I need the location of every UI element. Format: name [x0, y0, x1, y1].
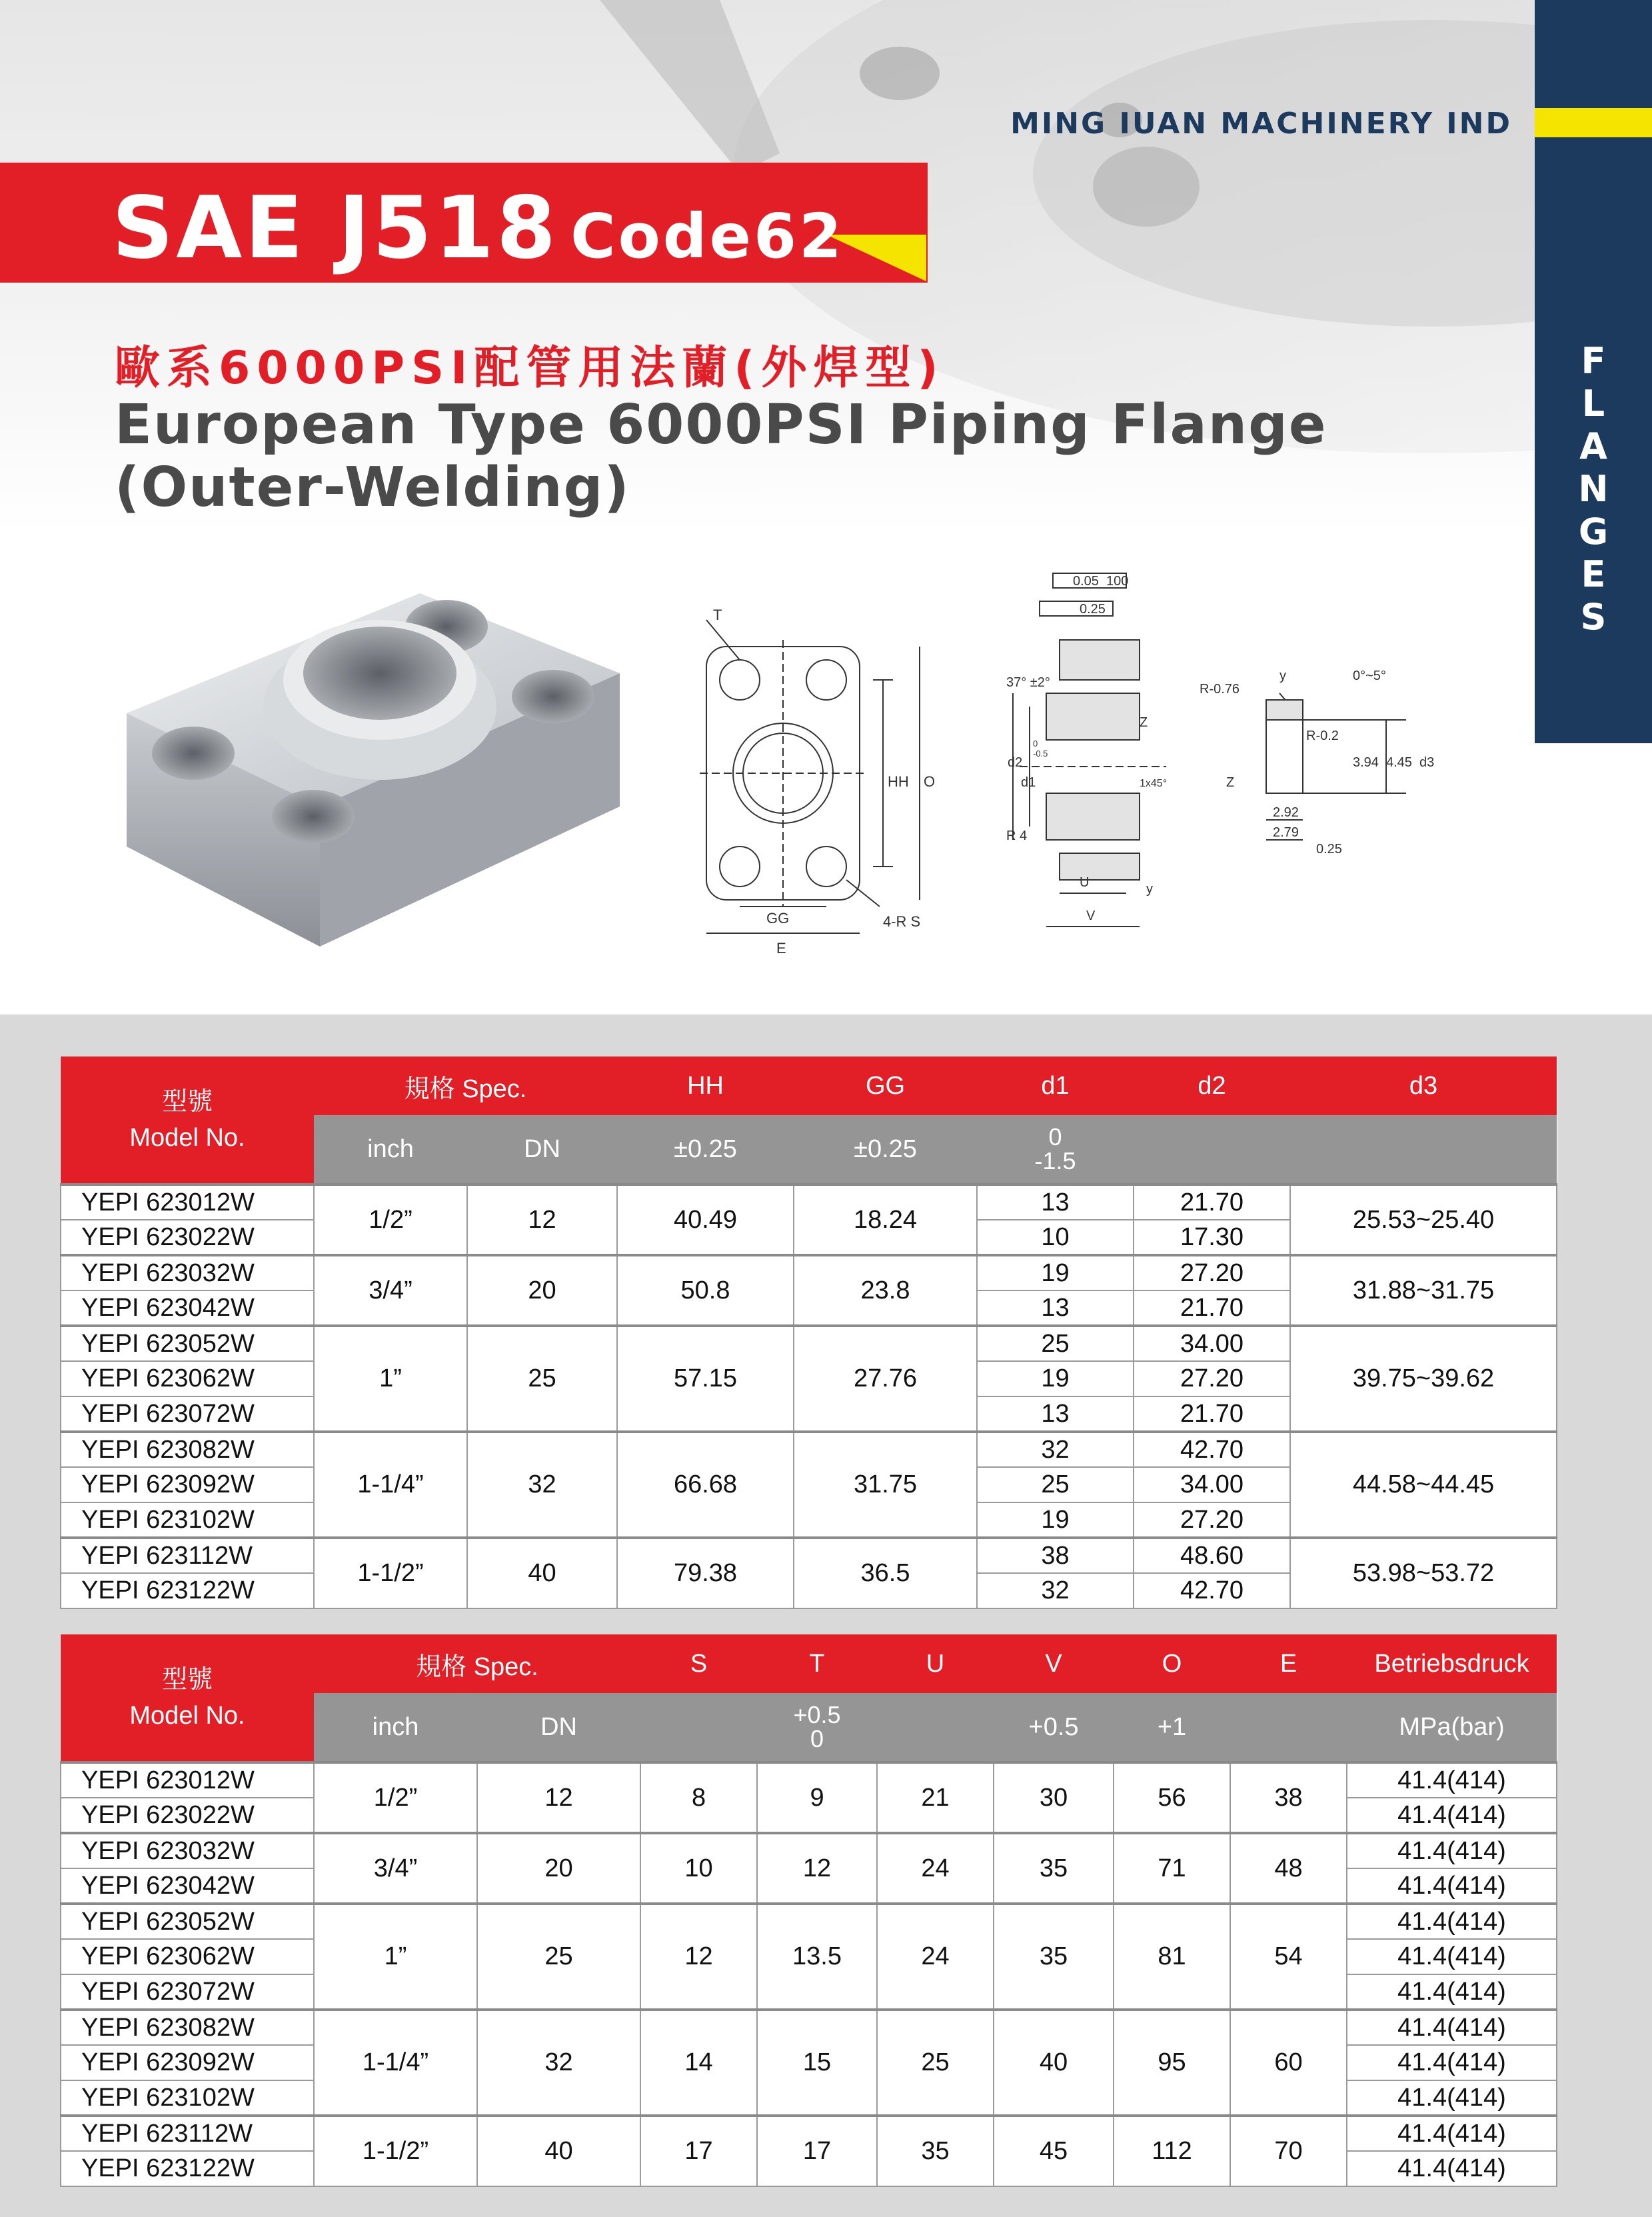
pressure-cell: 41.4(414) — [1347, 2045, 1557, 2080]
t2-inch-sub: inch — [314, 1693, 477, 1762]
draw-label-r4: R 4 — [1006, 829, 1028, 843]
dimension-table-2 — [60, 1634, 1557, 2187]
model-cell: YEPI 623072W — [61, 1974, 314, 2010]
table-row — [61, 1762, 1557, 1798]
d2-cell: 42.70 — [1134, 1432, 1290, 1467]
model-cell: YEPI 623012W — [61, 1184, 314, 1220]
t1-model-header — [61, 1057, 314, 1184]
d1-cell: 13 — [977, 1290, 1134, 1326]
dimension-table-1 — [60, 1057, 1557, 1609]
t2-t-tol-bot: 0 — [810, 1725, 824, 1752]
detail-angle: 0°~5° — [1353, 669, 1386, 683]
draw-label-gg: GG — [766, 910, 790, 927]
d2-cell: 34.00 — [1134, 1326, 1290, 1361]
d1-cell: 19 — [977, 1502, 1134, 1538]
pressure-cell: 41.4(414) — [1347, 1833, 1557, 1868]
t2-model-header — [61, 1634, 314, 1762]
t2-spec-header: 規格 Spec. — [314, 1634, 640, 1693]
dn-cell: 40 — [477, 2116, 640, 2186]
s-cell: 10 — [640, 1833, 757, 1904]
t-cell: 17 — [757, 2116, 877, 2186]
pressure-cell: 41.4(414) — [1347, 1974, 1557, 2010]
gg-cell: 18.24 — [794, 1184, 977, 1255]
d2-cell: 21.70 — [1134, 1396, 1290, 1432]
t1-model-cn: 型號 — [161, 1088, 213, 1116]
d3-cell: 53.98~53.72 — [1290, 1538, 1557, 1608]
d3-cell: 44.58~44.45 — [1290, 1432, 1557, 1538]
dn-cell: 20 — [467, 1255, 617, 1326]
dn-cell: 25 — [477, 1904, 640, 2010]
model-cell: YEPI 623052W — [61, 1904, 314, 1939]
t2-o-header: O — [1114, 1634, 1230, 1693]
hh-cell: 66.68 — [617, 1432, 794, 1538]
e-cell: 48 — [1230, 1833, 1347, 1904]
t2-body — [61, 1762, 1557, 2186]
table-row — [61, 1833, 1557, 1868]
model-cell: YEPI 623112W — [61, 2116, 314, 2151]
s-cell: 17 — [640, 2116, 757, 2186]
detail-025: 0.25 — [1316, 842, 1342, 857]
d1-cell: 25 — [977, 1326, 1134, 1361]
hh-cell: 40.49 — [617, 1184, 794, 1255]
dn-cell: 20 — [477, 1833, 640, 1904]
d2-cell: 21.70 — [1134, 1290, 1290, 1326]
flange-photo-icon — [113, 587, 620, 960]
t1-d1-tol-top: 0 — [1048, 1123, 1062, 1150]
model-cell: YEPI 623082W — [61, 1432, 314, 1467]
t-cell: 9 — [757, 1762, 877, 1833]
inch-cell: 1-1/2” — [314, 2116, 477, 2186]
model-cell: YEPI 623032W — [61, 1833, 314, 1868]
t1-d2-header: d2 — [1134, 1057, 1290, 1115]
hh-cell: 57.15 — [617, 1326, 794, 1432]
t1-body — [61, 1184, 1557, 1608]
pressure-cell: 41.4(414) — [1347, 1762, 1557, 1798]
front-view-drawing-icon — [693, 587, 946, 960]
t2-s-header: S — [640, 1634, 757, 1693]
draw-label-z: Z — [1140, 715, 1148, 730]
section-view-drawing-icon — [1006, 567, 1180, 947]
d1-cell: 13 — [977, 1396, 1134, 1432]
o-cell: 112 — [1114, 2116, 1230, 2186]
detail-r076: R-0.76 — [1200, 682, 1240, 697]
inch-cell: 1” — [314, 1904, 477, 2010]
d1-cell: 13 — [977, 1184, 1134, 1220]
draw-label-y: y — [1146, 882, 1153, 897]
d2-cell: 42.70 — [1134, 1573, 1290, 1608]
table-row — [61, 1255, 1557, 1290]
t2-v-sub: +0.5 — [994, 1693, 1114, 1762]
draw-label-o: O — [924, 773, 936, 790]
d2-cell: 17.30 — [1134, 1220, 1290, 1255]
t1-hh-sub: ±0.25 — [617, 1115, 794, 1184]
model-cell: YEPI 623052W — [61, 1326, 314, 1361]
detail-drawing-icon — [1186, 653, 1479, 867]
pressure-cell: 41.4(414) — [1347, 2080, 1557, 2116]
pressure-cell: 41.4(414) — [1347, 2116, 1557, 2151]
e-cell: 38 — [1230, 1762, 1347, 1833]
model-cell: YEPI 623022W — [61, 1220, 314, 1255]
model-cell: YEPI 623022W — [61, 1798, 314, 1833]
d2-cell: 27.20 — [1134, 1255, 1290, 1290]
o-cell: 95 — [1114, 2010, 1230, 2116]
t1-gg-header: GG — [794, 1057, 977, 1115]
side-stripe — [1535, 108, 1652, 137]
d1-cell: 38 — [977, 1538, 1134, 1573]
t2-v-header: V — [994, 1634, 1114, 1693]
table-row — [61, 1184, 1557, 1220]
table-row — [61, 1326, 1557, 1361]
model-cell: YEPI 623012W — [61, 1762, 314, 1798]
inch-cell: 1-1/4” — [314, 2010, 477, 2116]
table-row — [61, 1432, 1557, 1467]
draw-label-d1: d1 — [1021, 775, 1036, 790]
t1-d3-sub — [1290, 1115, 1557, 1184]
s-cell: 8 — [640, 1762, 757, 1833]
t2-e-header: E — [1230, 1634, 1347, 1693]
model-cell: YEPI 623072W — [61, 1396, 314, 1432]
title-chinese: 歐系6000PSI配管用法蘭(外焊型) — [115, 342, 945, 395]
model-cell: YEPI 623042W — [61, 1290, 314, 1326]
t2-pressure-header: Betriebsdruck — [1347, 1634, 1557, 1693]
table-row — [61, 2010, 1557, 2045]
pressure-cell: 41.4(414) — [1347, 1904, 1557, 1939]
inch-cell: 1-1/4” — [314, 1432, 467, 1538]
gg-cell: 31.75 — [794, 1432, 977, 1538]
page-title — [112, 179, 844, 278]
draw-label-t: T — [713, 607, 722, 623]
t-cell: 12 — [757, 1833, 877, 1904]
e-cell: 54 — [1230, 1904, 1347, 2010]
gg-cell: 27.76 — [794, 1326, 977, 1432]
t2-t-sub — [757, 1693, 877, 1762]
draw-label-u: U — [1080, 875, 1090, 890]
d1-cell: 10 — [977, 1220, 1134, 1255]
draw-label-e: E — [776, 940, 786, 957]
t2-pressure-sub: MPa(bar) — [1347, 1693, 1557, 1762]
t2-model-en: Model No. — [129, 1702, 245, 1730]
d3-cell: 39.75~39.62 — [1290, 1326, 1557, 1432]
draw-label-v: V — [1086, 909, 1096, 923]
inch-cell: 1” — [314, 1326, 467, 1432]
model-cell: YEPI 623102W — [61, 1502, 314, 1538]
table-row — [61, 2116, 1557, 2151]
u-cell: 24 — [877, 1904, 994, 2010]
u-cell: 24 — [877, 1833, 994, 1904]
draw-label-d2: d2 — [1008, 755, 1023, 770]
o-cell: 71 — [1114, 1833, 1230, 1904]
detail-279: 2.79 — [1273, 825, 1299, 840]
v-cell: 35 — [994, 1904, 1114, 2010]
dn-cell: 12 — [477, 1762, 640, 1833]
d2-cell: 21.70 — [1134, 1184, 1290, 1220]
o-cell: 81 — [1114, 1904, 1230, 2010]
t1-gg-sub: ±0.25 — [794, 1115, 977, 1184]
model-cell: YEPI 623082W — [61, 2010, 314, 2045]
pressure-cell: 41.4(414) — [1347, 1939, 1557, 1974]
d2-cell: 27.20 — [1134, 1361, 1290, 1396]
side-label: FLANGES — [1578, 340, 1609, 638]
d1-cell: 32 — [977, 1573, 1134, 1608]
v-cell: 30 — [994, 1762, 1114, 1833]
inch-cell: 3/4” — [314, 1833, 477, 1904]
t2-u-sub — [877, 1693, 994, 1762]
t2-t-header: T — [757, 1634, 877, 1693]
draw-angle: 37° ±2° — [1006, 675, 1050, 690]
title-english-line2: (Outer-Welding) — [115, 456, 630, 519]
t1-model-en: Model No. — [129, 1124, 245, 1152]
v-cell: 45 — [994, 2116, 1114, 2186]
inch-cell: 3/4” — [314, 1255, 467, 1326]
title-english-line1: European Type 6000PSI Piping Flange — [115, 393, 1327, 457]
draw-d1tol: 0 — [1033, 739, 1038, 749]
t1-dn-sub: DN — [467, 1115, 617, 1184]
d1-cell: 25 — [977, 1467, 1134, 1502]
v-cell: 40 — [994, 2010, 1114, 2116]
inch-cell: 1-1/2” — [314, 1538, 467, 1608]
side-tab — [1535, 0, 1652, 743]
model-cell: YEPI 623122W — [61, 2151, 314, 2186]
t1-d1-header: d1 — [977, 1057, 1134, 1115]
d3-cell: 25.53~25.40 — [1290, 1184, 1557, 1255]
draw-tol1: 0.05 — [1073, 574, 1099, 589]
t2-o-sub: +1 — [1114, 1693, 1230, 1762]
dn-cell: 25 — [467, 1326, 617, 1432]
detail-d3: d3 — [1419, 755, 1435, 770]
t2-e-sub — [1230, 1693, 1347, 1762]
pressure-cell: 41.4(414) — [1347, 2151, 1557, 2186]
hh-cell: 50.8 — [617, 1255, 794, 1326]
e-cell: 60 — [1230, 2010, 1347, 2116]
title-code: Code62 — [570, 201, 845, 272]
draw-d1tol2: -0.5 — [1033, 749, 1048, 759]
t2-s-sub — [640, 1693, 757, 1762]
draw-tol2: 0.25 — [1080, 602, 1106, 617]
e-cell: 70 — [1230, 2116, 1347, 2186]
detail-394: 3.94 — [1353, 755, 1379, 770]
o-cell: 56 — [1114, 1762, 1230, 1833]
t-cell: 13.5 — [757, 1904, 877, 2010]
model-cell: YEPI 623102W — [61, 2080, 314, 2116]
detail-r02: R-0.2 — [1306, 729, 1339, 743]
dn-cell: 32 — [477, 2010, 640, 2116]
model-cell: YEPI 623112W — [61, 1538, 314, 1573]
model-cell: YEPI 623042W — [61, 1868, 314, 1904]
model-cell: YEPI 623092W — [61, 2045, 314, 2080]
pressure-cell: 41.4(414) — [1347, 1798, 1557, 1833]
hh-cell: 79.38 — [617, 1538, 794, 1608]
t2-model-cn: 型號 — [161, 1666, 213, 1694]
t-cell: 15 — [757, 2010, 877, 2116]
draw-chamfer: 1x45° — [1140, 778, 1168, 789]
t2-t-tol-top: +0.5 — [793, 1701, 841, 1728]
d2-cell: 34.00 — [1134, 1467, 1290, 1502]
draw-label-rs: 4-R S — [883, 913, 921, 930]
model-cell: YEPI 623062W — [61, 1939, 314, 1974]
model-cell: YEPI 623092W — [61, 1467, 314, 1502]
t1-hh-header: HH — [617, 1057, 794, 1115]
detail-445: 4.45 — [1386, 755, 1412, 770]
model-cell: YEPI 623122W — [61, 1573, 314, 1608]
v-cell: 35 — [994, 1833, 1114, 1904]
gg-cell: 36.5 — [794, 1538, 977, 1608]
gg-cell: 23.8 — [794, 1255, 977, 1326]
d2-cell: 48.60 — [1134, 1538, 1290, 1573]
t1-d2-sub — [1134, 1115, 1290, 1184]
detail-292: 2.92 — [1273, 805, 1299, 820]
model-cell: YEPI 623032W — [61, 1255, 314, 1290]
t1-d1-sub — [977, 1115, 1134, 1184]
table-row — [61, 1904, 1557, 1939]
u-cell: 35 — [877, 2116, 994, 2186]
table-row — [61, 1538, 1557, 1573]
d3-cell: 31.88~31.75 — [1290, 1255, 1557, 1326]
t2-u-header: U — [877, 1634, 994, 1693]
u-cell: 21 — [877, 1762, 994, 1833]
t1-d1-tol-bot: -1.5 — [1034, 1147, 1076, 1174]
inch-cell: 1/2” — [314, 1762, 477, 1833]
detail-y: y — [1279, 669, 1286, 683]
t1-d3-header: d3 — [1290, 1057, 1557, 1115]
d1-cell: 19 — [977, 1255, 1134, 1290]
d1-cell: 19 — [977, 1361, 1134, 1396]
t1-spec-header: 規格 Spec. — [314, 1057, 617, 1115]
t2-dn-sub: DN — [477, 1693, 640, 1762]
draw-tol1b: 100 — [1106, 574, 1129, 589]
dn-cell: 12 — [467, 1184, 617, 1255]
u-cell: 25 — [877, 2010, 994, 2116]
title-main: SAE J518 — [112, 179, 559, 278]
draw-label-hh: HH — [888, 773, 909, 790]
detail-z: Z — [1226, 775, 1235, 790]
d2-cell: 27.20 — [1134, 1502, 1290, 1538]
inch-cell: 1/2” — [314, 1184, 467, 1255]
s-cell: 12 — [640, 1904, 757, 2010]
d1-cell: 32 — [977, 1432, 1134, 1467]
company-name: MING IUAN MACHINERY IND — [1010, 107, 1512, 141]
t1-inch-sub: inch — [314, 1115, 467, 1184]
dn-cell: 40 — [467, 1538, 617, 1608]
pressure-cell: 41.4(414) — [1347, 1868, 1557, 1904]
pressure-cell: 41.4(414) — [1347, 2010, 1557, 2045]
model-cell: YEPI 623062W — [61, 1361, 314, 1396]
s-cell: 14 — [640, 2010, 757, 2116]
dn-cell: 32 — [467, 1432, 617, 1538]
